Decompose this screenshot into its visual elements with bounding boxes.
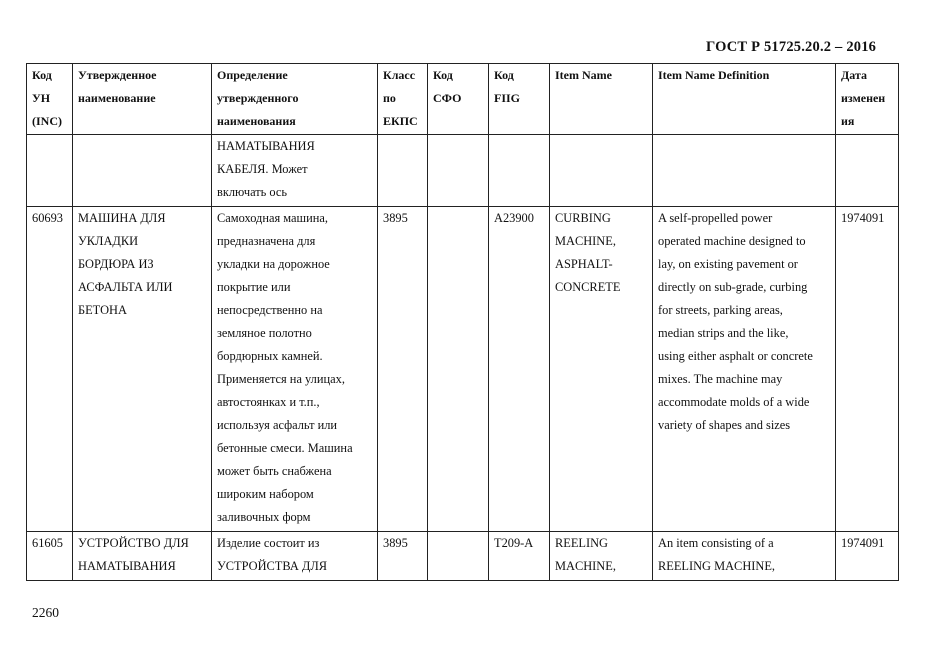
cell-text-line: 61605: [32, 536, 63, 550]
cell-text-line: Определение: [217, 68, 288, 82]
cell-name-definition-ru: [212, 207, 378, 532]
cell-text-line: МАШИНА ДЛЯ: [78, 211, 166, 225]
cell-item-name-definition: [653, 532, 836, 581]
cell-approved-name: [73, 532, 212, 581]
cell-text-line: заливочных форм: [217, 510, 311, 524]
cell-class-ekps: [378, 135, 428, 207]
cell-item-name: [550, 207, 653, 532]
cell-text-line: Изделие состоит из: [217, 536, 320, 550]
cell-text-line: directly on sub-grade, curbing: [658, 280, 808, 294]
column-header-approved-name: [73, 64, 212, 135]
cell-text-line: НАМАТЫВАНИЯ: [217, 139, 315, 153]
cell-text-line: используя асфальт или: [217, 418, 338, 432]
cell-text-line: operated machine designed to: [658, 234, 806, 248]
cell-class-ekps: [378, 532, 428, 581]
cell-text-line: УСТРОЙСТВО ДЛЯ: [78, 536, 189, 550]
table-body: [27, 135, 899, 581]
cell-text-line: Item Name Definition: [658, 68, 770, 82]
cell-text-line: accommodate molds of a wide: [658, 395, 810, 409]
cell-text-line: 3895: [383, 536, 408, 550]
cell-text-line: УН: [32, 91, 51, 105]
cell-text-line: using either asphalt or concrete: [658, 349, 813, 363]
cell-text-line: бордюрных камней.: [217, 349, 323, 363]
cell-text-line: ия: [841, 114, 855, 128]
cell-approved-name: [73, 135, 212, 207]
cell-text-line: автостоянках и т.п.,: [217, 395, 320, 409]
column-header-name-definition-ru: [212, 64, 378, 135]
cell-code-sfo: [428, 207, 489, 532]
table-row: [27, 207, 899, 532]
cell-text-line: УКЛАДКИ: [78, 234, 139, 248]
cell-name-definition-ru: [212, 532, 378, 581]
cell-text-line: ЕКПС: [383, 114, 418, 128]
cell-text-line: Утвержденное: [78, 68, 157, 82]
cell-text-line: Код: [494, 68, 514, 82]
cell-text-line: наименования: [217, 114, 296, 128]
cell-item-name-definition: [653, 135, 836, 207]
cell-text-line: бетонные смеси. Машина: [217, 441, 353, 455]
cell-text-line: median strips and the like,: [658, 326, 789, 340]
column-header-item-name-definition: [653, 64, 836, 135]
cell-text-line: по: [383, 91, 396, 105]
cell-text-line: предназначена для: [217, 234, 316, 248]
cell-text-line: for streets, parking areas,: [658, 303, 783, 317]
cell-text-line: Код: [433, 68, 453, 82]
cell-change-date: [836, 532, 899, 581]
cell-code-sfo: [428, 532, 489, 581]
cell-text-line: АСФАЛЬТА ИЛИ: [78, 280, 173, 294]
cell-item-name-definition: [653, 207, 836, 532]
cell-text-line: (INC): [32, 114, 62, 128]
cell-text-line: укладки на дорожное: [217, 257, 330, 271]
cell-change-date: [836, 135, 899, 207]
cell-text-line: An item consisting of a: [658, 536, 774, 550]
cell-text-line: MACHINE,: [555, 234, 616, 248]
cell-text-line: изменен: [841, 91, 886, 105]
cell-code-inc: [27, 135, 73, 207]
cell-text-line: СФО: [433, 91, 462, 105]
cell-code-fiig: [489, 532, 550, 581]
cell-text-line: включать ось: [217, 185, 288, 199]
cell-text-line: Item Name: [555, 68, 612, 82]
table-row: [27, 532, 899, 581]
cell-text-line: CURBING: [555, 211, 611, 225]
table-header-row: [27, 64, 899, 135]
document-standard-number: ГОСТ Р 51725.20.2 – 2016: [706, 39, 877, 55]
cell-text-line: REELING MACHINE,: [658, 559, 776, 573]
column-header-class-ekps: [378, 64, 428, 135]
cell-text-line: Дата: [841, 68, 867, 82]
cell-text-line: может быть снабжена: [217, 464, 332, 478]
cell-text-line: УСТРОЙСТВА ДЛЯ: [217, 559, 328, 573]
column-header-code-sfo: [428, 64, 489, 135]
table-row: [27, 135, 899, 207]
cell-code-sfo: [428, 135, 489, 207]
cell-name-definition-ru: [212, 135, 378, 207]
cell-text-line: наименование: [78, 91, 156, 105]
cell-text-line: Самоходная машина,: [217, 211, 328, 225]
cell-text-line: земляное полотно: [217, 326, 312, 340]
cell-approved-name: [73, 207, 212, 532]
cell-text-line: mixes. The machine may: [658, 372, 783, 386]
cell-text-line: REELING: [555, 536, 608, 550]
cell-text-line: CONCRETE: [555, 280, 621, 294]
cell-code-fiig: [489, 207, 550, 532]
cell-text-line: 1974091: [841, 536, 885, 550]
cell-text-line: lay, on existing pavement or: [658, 257, 798, 271]
cell-text-line: 1974091: [841, 211, 885, 225]
cell-text-line: непосредственно на: [217, 303, 323, 317]
cell-text-line: MACHINE,: [555, 559, 616, 573]
cell-text-line: НАМАТЫВАНИЯ: [78, 559, 176, 573]
cell-text-line: A23900: [494, 211, 534, 225]
cell-text-line: Код: [32, 68, 52, 82]
cell-text-line: 60693: [32, 211, 63, 225]
cell-change-date: [836, 207, 899, 532]
cell-text-line: Класс: [383, 68, 416, 82]
column-header-change-date: [836, 64, 899, 135]
cell-text-line: широким набором: [217, 487, 314, 501]
cell-text-line: покрытие или: [217, 280, 291, 294]
cell-item-name: [550, 532, 653, 581]
column-header-code-inc: [27, 64, 73, 135]
cell-text-line: A self-propelled power: [658, 211, 773, 225]
cell-text-line: БЕТОНА: [78, 303, 127, 317]
cell-text-line: T209-A: [494, 536, 534, 550]
cell-item-name: [550, 135, 653, 207]
cell-text-line: БОРДЮРА ИЗ: [78, 257, 154, 271]
cell-class-ekps: [378, 207, 428, 532]
cell-code-fiig: [489, 135, 550, 207]
cell-text-line: Применяется на улицах,: [217, 372, 345, 386]
cell-text-line: FIIG: [494, 91, 521, 105]
column-header-item-name: [550, 64, 653, 135]
cell-text-line: ASPHALT-: [555, 257, 613, 271]
cell-text-line: КАБЕЛЯ. Может: [217, 162, 308, 176]
cell-text-line: variety of shapes and sizes: [658, 418, 791, 432]
column-header-code-fiig: [489, 64, 550, 135]
cell-code-inc: [27, 532, 73, 581]
classification-table: [26, 63, 899, 581]
cell-text-line: утвержденного: [217, 91, 299, 105]
cell-code-inc: [27, 207, 73, 532]
cell-text-line: 3895: [383, 211, 408, 225]
page-number: 2260: [32, 605, 59, 620]
